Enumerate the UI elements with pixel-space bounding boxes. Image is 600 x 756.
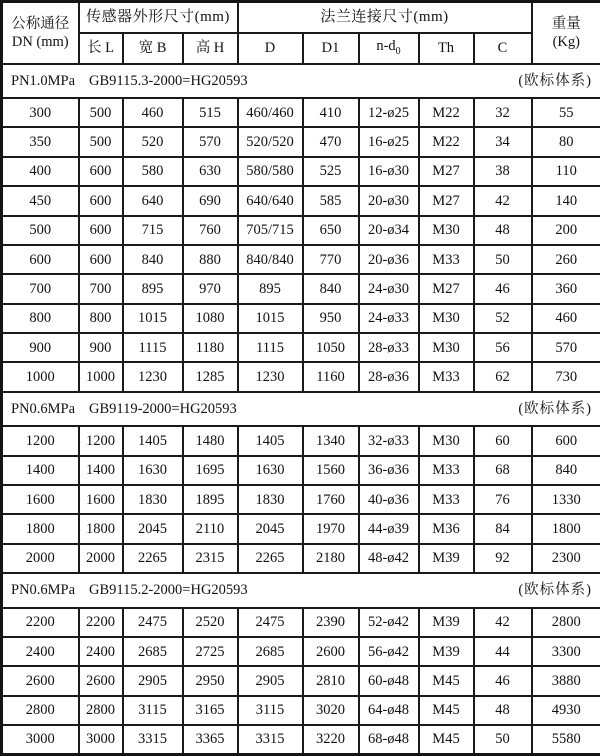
table-cell: 650 <box>303 216 359 245</box>
table-cell: 2475 <box>238 608 303 637</box>
table-cell: M33 <box>419 485 474 514</box>
table-cell: 600 <box>79 216 123 245</box>
section-cell <box>2 64 600 99</box>
table-cell: 2045 <box>123 514 183 543</box>
table-cell: 2390 <box>303 608 359 637</box>
table-cell: 76 <box>474 485 532 514</box>
table-cell: 1630 <box>238 456 303 485</box>
table-cell: 2110 <box>183 514 238 543</box>
table-cell: 2600 <box>2 666 79 695</box>
table-cell: 1405 <box>123 426 183 455</box>
table-row <box>2 725 600 754</box>
header-col-length: 长 L <box>79 33 123 64</box>
table-cell: M30 <box>419 304 474 333</box>
table-row <box>2 333 600 362</box>
table-cell: 40-ø36 <box>359 485 419 514</box>
table-cell: 950 <box>303 304 359 333</box>
header-sensor-group: 传感器外形尺寸(mm) <box>79 2 238 33</box>
header-col-nd0-main: n-d <box>376 38 396 55</box>
header-col-d1: D1 <box>303 33 359 64</box>
table-cell: 260 <box>532 245 600 274</box>
table-cell: 500 <box>79 127 123 156</box>
table-cell: 1630 <box>123 456 183 485</box>
table-cell: M33 <box>419 245 474 274</box>
table-cell: 1285 <box>183 362 238 391</box>
header-weight <box>532 2 600 64</box>
table-cell: 80 <box>532 127 600 156</box>
table-cell: 2200 <box>79 608 123 637</box>
table-cell: 2265 <box>123 544 183 573</box>
table-cell: 1080 <box>183 304 238 333</box>
table-cell: 1830 <box>238 485 303 514</box>
table-row <box>2 608 600 637</box>
table-cell: 42 <box>474 186 532 215</box>
table-cell: 3880 <box>532 666 600 695</box>
table-cell: M39 <box>419 544 474 573</box>
table-row <box>2 186 600 215</box>
table-cell: 38 <box>474 157 532 186</box>
table-cell: 46 <box>474 666 532 695</box>
section-note-label: (欧标体系) <box>518 400 593 417</box>
table-cell: 2905 <box>123 666 183 695</box>
header-col-height: 高 H <box>183 33 238 64</box>
table-cell: 1800 <box>79 514 123 543</box>
table-cell: 400 <box>2 157 79 186</box>
table-cell: 2520 <box>183 608 238 637</box>
table-cell: M27 <box>419 186 474 215</box>
table-cell: 44 <box>474 637 532 666</box>
table-cell: 52-ø42 <box>359 608 419 637</box>
table-cell: 450 <box>2 186 79 215</box>
table-cell: 2045 <box>238 514 303 543</box>
table-cell: 700 <box>79 274 123 303</box>
header-col-width: 宽 B <box>123 33 183 64</box>
table-cell: 28-ø36 <box>359 362 419 391</box>
table-cell: 1200 <box>79 426 123 455</box>
table-cell: 640/640 <box>238 186 303 215</box>
table-row <box>2 274 600 303</box>
table-cell: 2810 <box>303 666 359 695</box>
header-col-th: Th <box>419 33 474 64</box>
table-cell: 24-ø33 <box>359 304 419 333</box>
header-dn <box>2 2 79 64</box>
table-cell: 1340 <box>303 426 359 455</box>
table-cell: 840 <box>303 274 359 303</box>
section-pressure-label: PN1.0MPa <box>11 72 76 89</box>
table-cell: 1800 <box>2 514 79 543</box>
table-cell: 1400 <box>79 456 123 485</box>
table-cell: 525 <box>303 157 359 186</box>
table-cell: 360 <box>532 274 600 303</box>
table-cell: 3000 <box>79 725 123 754</box>
table-cell: 690 <box>183 186 238 215</box>
table-cell: 640 <box>123 186 183 215</box>
table-cell: 48-ø42 <box>359 544 419 573</box>
table-cell: 2000 <box>79 544 123 573</box>
table-cell: 600 <box>532 426 600 455</box>
table-cell: 34 <box>474 127 532 156</box>
table-cell: 460 <box>123 98 183 127</box>
header-col-c: C <box>474 33 532 64</box>
table-cell: 600 <box>2 245 79 274</box>
table-cell: 515 <box>183 98 238 127</box>
table-cell: 800 <box>79 304 123 333</box>
table-cell: 3000 <box>2 725 79 754</box>
table-row <box>2 666 600 695</box>
table-cell: 1970 <box>303 514 359 543</box>
table-cell: 500 <box>2 216 79 245</box>
table-cell: 2905 <box>238 666 303 695</box>
table-cell: 2200 <box>2 608 79 637</box>
table-cell: 1230 <box>238 362 303 391</box>
table-row <box>2 637 600 666</box>
table-cell: 1895 <box>183 485 238 514</box>
table-cell: 600 <box>79 157 123 186</box>
table-row <box>2 304 600 333</box>
table-cell: 1830 <box>123 485 183 514</box>
table-cell: 2400 <box>2 637 79 666</box>
table-cell: 570 <box>532 333 600 362</box>
table-cell: 1115 <box>123 333 183 362</box>
table-cell: 730 <box>532 362 600 391</box>
table-cell: M33 <box>419 362 474 391</box>
section-cell <box>2 392 600 427</box>
table-header <box>2 2 600 64</box>
table-cell: 2400 <box>79 637 123 666</box>
table-cell: 20-ø34 <box>359 216 419 245</box>
table-cell: 16-ø25 <box>359 127 419 156</box>
table-cell: 705/715 <box>238 216 303 245</box>
table-cell: 2300 <box>532 544 600 573</box>
table-cell: M27 <box>419 274 474 303</box>
table-row <box>2 514 600 543</box>
table-cell: 585 <box>303 186 359 215</box>
table-cell: 1560 <box>303 456 359 485</box>
table-cell: 460 <box>532 304 600 333</box>
table-cell: 20-ø30 <box>359 186 419 215</box>
section-row <box>2 392 600 427</box>
table-cell: 2685 <box>123 637 183 666</box>
table-cell: 48 <box>474 696 532 725</box>
section-row <box>2 573 600 608</box>
table-cell: 2265 <box>238 544 303 573</box>
table-cell: 4930 <box>532 696 600 725</box>
table-cell: 52 <box>474 304 532 333</box>
table-cell: 2180 <box>303 544 359 573</box>
table-cell: 3315 <box>238 725 303 754</box>
table-cell: 1160 <box>303 362 359 391</box>
table-cell: 1695 <box>183 456 238 485</box>
table-row <box>2 157 600 186</box>
table-cell: 44-ø39 <box>359 514 419 543</box>
table-cell: 2950 <box>183 666 238 695</box>
table-cell: 1050 <box>303 333 359 362</box>
table-cell: 3165 <box>183 696 238 725</box>
table-cell: 62 <box>474 362 532 391</box>
table-cell: 2725 <box>183 637 238 666</box>
section-pressure-label: PN0.6MPa <box>11 400 76 417</box>
table-cell: 110 <box>532 157 600 186</box>
table-row <box>2 216 600 245</box>
table-cell: 2475 <box>123 608 183 637</box>
table-row <box>2 544 600 573</box>
table-cell: 3220 <box>303 725 359 754</box>
table-cell: 715 <box>123 216 183 245</box>
table-cell: 410 <box>303 98 359 127</box>
header-col-d: D <box>238 33 303 64</box>
table-cell: M39 <box>419 637 474 666</box>
header-col-nd0 <box>359 33 419 64</box>
header-row-2 <box>2 33 600 64</box>
section-standard-label: GB9115.3-2000=HG20593 <box>89 72 248 89</box>
table-row <box>2 696 600 725</box>
table-cell: 1330 <box>532 485 600 514</box>
table-cell: 840 <box>532 456 600 485</box>
table-cell: 1000 <box>2 362 79 391</box>
table-cell: 900 <box>2 333 79 362</box>
table-cell: 1760 <box>303 485 359 514</box>
table-cell: 760 <box>183 216 238 245</box>
table-cell: M33 <box>419 456 474 485</box>
table-cell: 470 <box>303 127 359 156</box>
table-row <box>2 245 600 274</box>
table-cell: 60 <box>474 426 532 455</box>
table-cell: 5580 <box>532 725 600 754</box>
table-row <box>2 98 600 127</box>
header-flange-group: 法兰连接尺寸(mm) <box>238 2 532 33</box>
table-cell: 84 <box>474 514 532 543</box>
table-cell: 2315 <box>183 544 238 573</box>
table-cell: M30 <box>419 216 474 245</box>
table-cell: 24-ø30 <box>359 274 419 303</box>
table-cell: 1600 <box>2 485 79 514</box>
table-cell: 580/580 <box>238 157 303 186</box>
table-cell: 1180 <box>183 333 238 362</box>
table-cell: 895 <box>238 274 303 303</box>
section-cell <box>2 573 600 608</box>
table-cell: 350 <box>2 127 79 156</box>
table-row <box>2 426 600 455</box>
table-cell: 3300 <box>532 637 600 666</box>
table-cell: 28-ø33 <box>359 333 419 362</box>
table-row <box>2 456 600 485</box>
header-weight-unit: (Kg) <box>552 33 580 50</box>
table-row <box>2 127 600 156</box>
table-cell: 520 <box>123 127 183 156</box>
table-cell: 770 <box>303 245 359 274</box>
table-cell: 580 <box>123 157 183 186</box>
section-row <box>2 64 600 99</box>
table-cell: 3020 <box>303 696 359 725</box>
table-cell: 1600 <box>79 485 123 514</box>
table-cell: 56 <box>474 333 532 362</box>
table-cell: 460/460 <box>238 98 303 127</box>
table-cell: 300 <box>2 98 79 127</box>
table-cell: 2000 <box>2 544 79 573</box>
table-cell: 1400 <box>2 456 79 485</box>
table-cell: 520/520 <box>238 127 303 156</box>
table-cell: 1480 <box>183 426 238 455</box>
table-cell: 570 <box>183 127 238 156</box>
table-cell: 1200 <box>2 426 79 455</box>
table-cell: M36 <box>419 514 474 543</box>
table-cell: 32 <box>474 98 532 127</box>
table-cell: 3115 <box>238 696 303 725</box>
table-cell: 2800 <box>532 608 600 637</box>
table-cell: 16-ø30 <box>359 157 419 186</box>
table-cell: 60-ø48 <box>359 666 419 695</box>
header-weight-cn: 重量 <box>551 15 581 32</box>
table-cell: M22 <box>419 127 474 156</box>
table-cell: 1115 <box>238 333 303 362</box>
table-cell: 42 <box>474 608 532 637</box>
section-standard-label: GB9119-2000=HG20593 <box>89 400 237 417</box>
table-cell: 1000 <box>79 362 123 391</box>
section-note-label: (欧标体系) <box>518 582 593 599</box>
table-cell: 92 <box>474 544 532 573</box>
table-cell: 50 <box>474 245 532 274</box>
table-cell: 600 <box>79 245 123 274</box>
header-dn-en: DN (mm) <box>11 33 69 50</box>
table-cell: 50 <box>474 725 532 754</box>
table-cell: M27 <box>419 157 474 186</box>
table-cell: 12-ø25 <box>359 98 419 127</box>
header-row-1 <box>2 2 600 33</box>
table-cell: 1015 <box>238 304 303 333</box>
header-col-nd0-sub: 0 <box>395 46 401 58</box>
table-cell: 140 <box>532 186 600 215</box>
table-cell: 56-ø42 <box>359 637 419 666</box>
table-cell: 700 <box>2 274 79 303</box>
table-cell: 3115 <box>123 696 183 725</box>
table-cell: 3315 <box>123 725 183 754</box>
table-cell: 68 <box>474 456 532 485</box>
table-cell: M45 <box>419 666 474 695</box>
table-cell: 895 <box>123 274 183 303</box>
table-cell: 46 <box>474 274 532 303</box>
table-cell: 600 <box>79 186 123 215</box>
table-cell: M30 <box>419 426 474 455</box>
table-cell: 880 <box>183 245 238 274</box>
table-cell: M45 <box>419 725 474 754</box>
table-body <box>2 64 600 755</box>
table-cell: 2800 <box>2 696 79 725</box>
table-cell: 500 <box>79 98 123 127</box>
table-row <box>2 485 600 514</box>
table-cell: M39 <box>419 608 474 637</box>
table-cell: 32-ø33 <box>359 426 419 455</box>
table-cell: 200 <box>532 216 600 245</box>
table-cell: 20-ø36 <box>359 245 419 274</box>
table-row <box>2 362 600 391</box>
table-cell: 48 <box>474 216 532 245</box>
table-cell: 2685 <box>238 637 303 666</box>
table-cell: 68-ø48 <box>359 725 419 754</box>
table-cell: 55 <box>532 98 600 127</box>
table-cell: M45 <box>419 696 474 725</box>
table-cell: 900 <box>79 333 123 362</box>
section-pressure-label: PN0.6MPa <box>11 582 76 599</box>
table-cell: 3365 <box>183 725 238 754</box>
table-cell: 970 <box>183 274 238 303</box>
table-cell: 2600 <box>303 637 359 666</box>
table-cell: 2800 <box>79 696 123 725</box>
section-note-label: (欧标体系) <box>518 72 593 89</box>
section-standard-label: GB9115.2-2000=HG20593 <box>89 582 248 599</box>
table-cell: 840/840 <box>238 245 303 274</box>
table-cell: M30 <box>419 333 474 362</box>
table-cell: 1800 <box>532 514 600 543</box>
table-cell: 64-ø48 <box>359 696 419 725</box>
header-dn-cn: 公称通径 <box>11 15 70 32</box>
table-cell: 36-ø36 <box>359 456 419 485</box>
table-cell: 2600 <box>79 666 123 695</box>
table-cell: 630 <box>183 157 238 186</box>
table-cell: 1015 <box>123 304 183 333</box>
table-cell: 1230 <box>123 362 183 391</box>
table-cell: 840 <box>123 245 183 274</box>
table-cell: 800 <box>2 304 79 333</box>
table-cell: M22 <box>419 98 474 127</box>
table-cell: 1405 <box>238 426 303 455</box>
